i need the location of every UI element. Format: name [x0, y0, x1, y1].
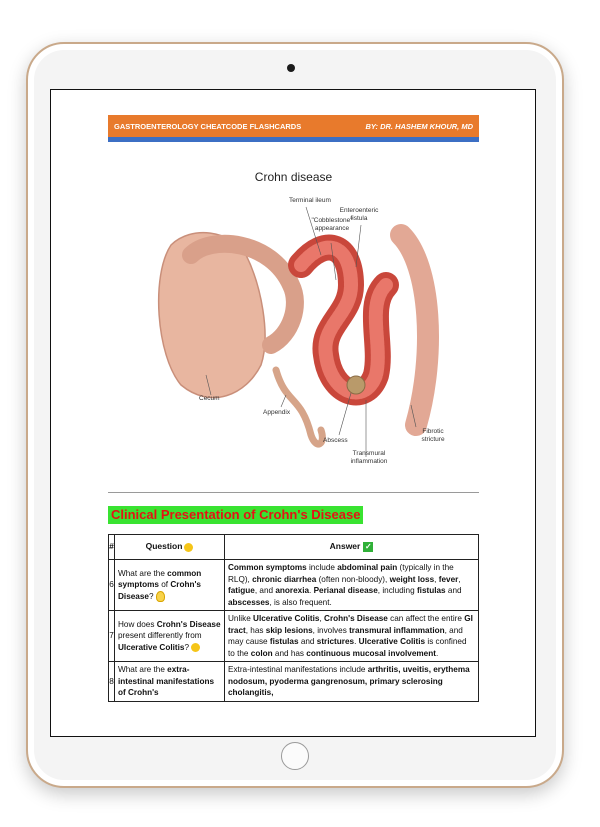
label-fibrotic-stricture: Fibrotic stricture: [421, 428, 445, 443]
header-num: #: [109, 535, 115, 560]
table-row: [109, 662, 479, 702]
thinking-face-icon: [191, 643, 200, 652]
header-title: GASTROENTEROLOGY CHEATCODE FLASHCARDS: [114, 121, 302, 131]
label-appendix: Appendix: [263, 409, 291, 416]
label-terminal-ileum: Terminal ileum: [289, 197, 331, 204]
header-question: [115, 535, 225, 560]
row-num: 7: [109, 611, 115, 662]
table-header-row: [109, 535, 479, 560]
answer-cell: Extra-intestinal manifestations include arthritis, uveitis, erythema nodosum, pyoderma gangrenosum, primary sclerosing cholangitis,: [225, 662, 479, 702]
label-transmural: Transmural inflammation: [350, 450, 388, 465]
lightbulb-icon: [156, 591, 165, 602]
row-num: 8: [109, 662, 115, 702]
figure-title: Crohn disease: [254, 170, 333, 184]
answer-cell: Common symptoms include abdominal pain (typically in the RLQ), chronic diarrhea (often non-bloody), weight loss, fever, fatigue, and anorexia. Perianal disease, including fistulas and abscesses, is also frequent.: [225, 560, 479, 611]
question-cell: What are the extra-intestinal manifestations of Crohn's: [115, 662, 225, 702]
label-enteroenteric-fistula: Enteroenteric fistula: [339, 207, 379, 222]
section-title: Clinical Presentation of Crohn's Disease: [108, 506, 363, 524]
header-question-label: Question: [145, 541, 183, 552]
document-header: [108, 115, 479, 137]
header-author: BY: DR. HASHEM KHOUR, MD: [365, 121, 473, 131]
question-cell: How does Crohn's Disease present differently from Ulcerative Colitis?: [115, 611, 225, 662]
header-answer: [225, 535, 479, 560]
answer-cell: Unlike Ulcerative Colitis, Crohn's Disease can affect the entire GI tract, has skip lesions, involves transmural inflammation, and may cause fistulas and strictures. Ulcerative Colitis is confined to the colon and has continuous mucosal involvement.: [225, 611, 479, 662]
qa-table: [108, 534, 479, 702]
question-cell: What are the common symptoms of Crohn's Disease?: [115, 560, 225, 611]
document-screen[interactable]: [50, 89, 536, 737]
crohn-illustration: [151, 195, 445, 465]
home-button[interactable]: [281, 742, 309, 770]
table-row: [109, 611, 479, 662]
label-abscess: Abscess: [323, 437, 348, 444]
row-num: 6: [109, 560, 115, 611]
header-answer-label: Answer: [329, 541, 361, 552]
label-cobblestone: "Cobblestone" appearance: [311, 217, 353, 232]
header-accent-bar: [108, 137, 479, 142]
section-divider: [108, 492, 479, 493]
intestine-drawing: [151, 195, 441, 465]
thinking-face-icon: [184, 543, 193, 552]
label-cecum: Cecum: [199, 395, 220, 402]
front-camera: [287, 64, 295, 72]
check-mark-icon: ✓: [365, 542, 372, 551]
table-row: [109, 560, 479, 611]
